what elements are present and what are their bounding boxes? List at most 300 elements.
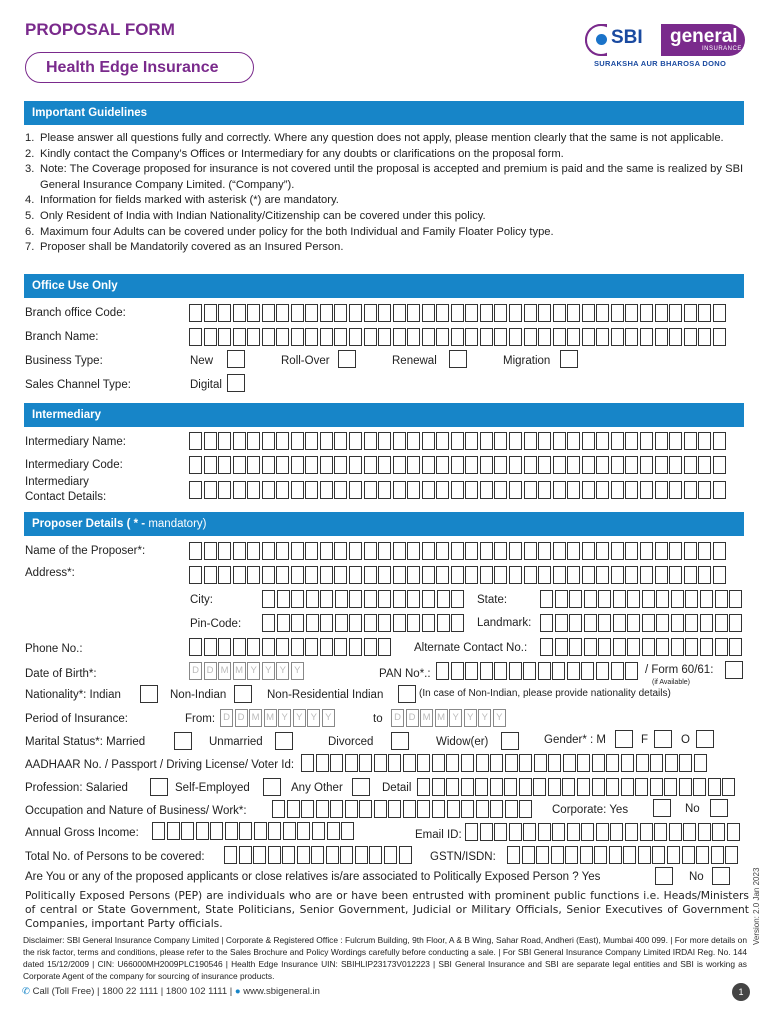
char-box[interactable]	[700, 638, 713, 656]
char-box[interactable]	[505, 800, 518, 818]
date-char-box[interactable]: M	[264, 709, 277, 727]
date-char-box[interactable]: M	[435, 709, 448, 727]
char-box[interactable]	[592, 754, 605, 772]
char-box[interactable]	[291, 566, 304, 584]
char-box[interactable]	[349, 542, 362, 560]
char-box[interactable]	[334, 542, 347, 560]
char-box[interactable]	[611, 662, 624, 680]
char-box[interactable]	[655, 432, 668, 450]
char-box[interactable]	[671, 614, 684, 632]
char-box[interactable]	[262, 456, 275, 474]
char-box[interactable]	[640, 566, 653, 584]
char-box[interactable]	[210, 822, 223, 840]
date-char-box[interactable]: Y	[464, 709, 477, 727]
char-box[interactable]	[189, 481, 202, 499]
char-box[interactable]	[407, 566, 420, 584]
char-box[interactable]	[684, 456, 697, 474]
char-box[interactable]	[247, 456, 260, 474]
salaried-checkbox[interactable]	[150, 778, 168, 796]
char-box[interactable]	[403, 754, 416, 772]
char-box[interactable]	[524, 542, 537, 560]
char-box[interactable]	[596, 304, 609, 322]
char-box[interactable]	[465, 481, 478, 499]
char-box[interactable]	[316, 800, 329, 818]
char-box[interactable]	[711, 846, 724, 864]
char-box[interactable]	[584, 590, 597, 608]
char-box[interactable]	[461, 778, 474, 796]
char-box[interactable]	[684, 481, 697, 499]
intermediary-contact-boxes[interactable]	[189, 481, 727, 499]
char-box[interactable]	[436, 542, 449, 560]
date-char-box[interactable]: D	[220, 709, 233, 727]
persons-boxes[interactable]	[224, 846, 413, 864]
char-box[interactable]	[684, 328, 697, 346]
char-box[interactable]	[422, 590, 435, 608]
gender-o-checkbox[interactable]	[696, 730, 714, 748]
char-box[interactable]	[613, 590, 626, 608]
date-char-box[interactable]: D	[204, 662, 217, 680]
char-box[interactable]	[698, 304, 711, 322]
corporate-yes-checkbox[interactable]	[653, 799, 671, 817]
char-box[interactable]	[393, 566, 406, 584]
char-box[interactable]	[538, 456, 551, 474]
char-box[interactable]	[569, 590, 582, 608]
char-box[interactable]	[204, 566, 217, 584]
char-box[interactable]	[504, 778, 517, 796]
char-box[interactable]	[247, 638, 260, 656]
char-box[interactable]	[480, 432, 493, 450]
date-char-box[interactable]: M	[249, 709, 262, 727]
char-box[interactable]	[538, 823, 551, 841]
char-box[interactable]	[359, 800, 372, 818]
char-box[interactable]	[233, 304, 246, 322]
char-box[interactable]	[552, 662, 565, 680]
address-boxes-1[interactable]	[189, 566, 727, 584]
char-box[interactable]	[465, 432, 478, 450]
char-box[interactable]	[598, 638, 611, 656]
char-box[interactable]	[713, 566, 726, 584]
char-box[interactable]	[152, 822, 165, 840]
char-box[interactable]	[635, 778, 648, 796]
char-box[interactable]	[582, 304, 595, 322]
char-box[interactable]	[393, 432, 406, 450]
char-box[interactable]	[669, 432, 682, 450]
char-box[interactable]	[494, 662, 507, 680]
char-box[interactable]	[189, 304, 202, 322]
char-box[interactable]	[555, 590, 568, 608]
char-box[interactable]	[509, 304, 522, 322]
char-box[interactable]	[671, 638, 684, 656]
char-box[interactable]	[598, 590, 611, 608]
char-box[interactable]	[650, 754, 663, 772]
char-box[interactable]	[553, 566, 566, 584]
char-box[interactable]	[698, 328, 711, 346]
char-box[interactable]	[509, 432, 522, 450]
char-box[interactable]	[509, 481, 522, 499]
unmarried-checkbox[interactable]	[275, 732, 293, 750]
char-box[interactable]	[494, 328, 507, 346]
char-box[interactable]	[625, 304, 638, 322]
char-box[interactable]	[642, 590, 655, 608]
form60-checkbox[interactable]	[725, 661, 743, 679]
char-box[interactable]	[311, 846, 324, 864]
char-box[interactable]	[669, 304, 682, 322]
non-indian-checkbox[interactable]	[234, 685, 252, 703]
date-char-box[interactable]: M	[218, 662, 231, 680]
char-box[interactable]	[534, 754, 547, 772]
income-boxes[interactable]	[152, 822, 356, 840]
char-box[interactable]	[399, 846, 412, 864]
char-box[interactable]	[451, 304, 464, 322]
char-box[interactable]	[494, 456, 507, 474]
char-box[interactable]	[656, 614, 669, 632]
branch-name-boxes[interactable]	[189, 328, 727, 346]
char-box[interactable]	[432, 754, 445, 772]
char-box[interactable]	[364, 456, 377, 474]
char-box[interactable]	[625, 432, 638, 450]
char-box[interactable]	[553, 432, 566, 450]
char-box[interactable]	[364, 432, 377, 450]
char-box[interactable]	[696, 846, 709, 864]
char-box[interactable]	[364, 590, 377, 608]
char-box[interactable]	[301, 800, 314, 818]
char-box[interactable]	[262, 304, 275, 322]
char-box[interactable]	[552, 823, 565, 841]
char-box[interactable]	[407, 328, 420, 346]
date-char-box[interactable]: Y	[449, 709, 462, 727]
char-box[interactable]	[684, 432, 697, 450]
intermediary-name-boxes[interactable]	[189, 432, 727, 450]
char-box[interactable]	[334, 328, 347, 346]
char-box[interactable]	[422, 432, 435, 450]
char-box[interactable]	[432, 778, 445, 796]
char-box[interactable]	[262, 542, 275, 560]
char-box[interactable]	[393, 304, 406, 322]
char-box[interactable]	[698, 566, 711, 584]
char-box[interactable]	[436, 328, 449, 346]
char-box[interactable]	[582, 542, 595, 560]
char-box[interactable]	[598, 614, 611, 632]
char-box[interactable]	[364, 566, 377, 584]
char-box[interactable]	[509, 662, 522, 680]
char-box[interactable]	[553, 328, 566, 346]
char-box[interactable]	[465, 662, 478, 680]
char-box[interactable]	[700, 614, 713, 632]
char-box[interactable]	[341, 822, 354, 840]
char-box[interactable]	[262, 328, 275, 346]
char-box[interactable]	[621, 754, 634, 772]
char-box[interactable]	[436, 304, 449, 322]
char-box[interactable]	[712, 823, 725, 841]
char-box[interactable]	[334, 638, 347, 656]
char-box[interactable]	[654, 823, 667, 841]
char-box[interactable]	[640, 481, 653, 499]
char-box[interactable]	[729, 638, 742, 656]
char-box[interactable]	[679, 778, 692, 796]
char-box[interactable]	[403, 800, 416, 818]
char-box[interactable]	[685, 590, 698, 608]
char-box[interactable]	[538, 566, 551, 584]
period-from-boxes[interactable]	[220, 709, 336, 727]
char-box[interactable]	[378, 542, 391, 560]
char-box[interactable]	[611, 328, 624, 346]
char-box[interactable]	[596, 328, 609, 346]
char-box[interactable]	[233, 328, 246, 346]
char-box[interactable]	[422, 481, 435, 499]
char-box[interactable]	[613, 614, 626, 632]
char-box[interactable]	[490, 800, 503, 818]
char-box[interactable]	[417, 778, 430, 796]
char-box[interactable]	[364, 614, 377, 632]
char-box[interactable]	[494, 542, 507, 560]
char-box[interactable]	[436, 456, 449, 474]
char-box[interactable]	[320, 614, 333, 632]
char-box[interactable]	[305, 304, 318, 322]
char-box[interactable]	[239, 846, 252, 864]
char-box[interactable]	[218, 638, 231, 656]
char-box[interactable]	[330, 800, 343, 818]
char-box[interactable]	[684, 566, 697, 584]
char-box[interactable]	[277, 590, 290, 608]
char-box[interactable]	[640, 304, 653, 322]
char-box[interactable]	[480, 542, 493, 560]
char-box[interactable]	[378, 304, 391, 322]
char-box[interactable]	[655, 481, 668, 499]
char-box[interactable]	[447, 800, 460, 818]
char-box[interactable]	[451, 542, 464, 560]
char-box[interactable]	[204, 481, 217, 499]
char-box[interactable]	[364, 481, 377, 499]
char-box[interactable]	[713, 542, 726, 560]
char-box[interactable]	[698, 432, 711, 450]
gstn-boxes[interactable]	[507, 846, 740, 864]
char-box[interactable]	[306, 590, 319, 608]
char-box[interactable]	[582, 432, 595, 450]
char-box[interactable]	[374, 754, 387, 772]
indian-checkbox[interactable]	[140, 685, 158, 703]
char-box[interactable]	[581, 823, 594, 841]
char-box[interactable]	[596, 481, 609, 499]
char-box[interactable]	[596, 542, 609, 560]
char-box[interactable]	[451, 590, 464, 608]
migration-checkbox[interactable]	[560, 350, 578, 368]
char-box[interactable]	[507, 846, 520, 864]
char-box[interactable]	[655, 328, 668, 346]
new-checkbox[interactable]	[227, 350, 245, 368]
char-box[interactable]	[451, 432, 464, 450]
char-box[interactable]	[291, 456, 304, 474]
char-box[interactable]	[625, 456, 638, 474]
char-box[interactable]	[509, 456, 522, 474]
char-box[interactable]	[359, 754, 372, 772]
char-box[interactable]	[538, 481, 551, 499]
char-box[interactable]	[225, 822, 238, 840]
char-box[interactable]	[538, 304, 551, 322]
char-box[interactable]	[494, 304, 507, 322]
char-box[interactable]	[494, 432, 507, 450]
char-box[interactable]	[713, 304, 726, 322]
char-box[interactable]	[407, 590, 420, 608]
char-box[interactable]	[233, 432, 246, 450]
char-box[interactable]	[364, 304, 377, 322]
char-box[interactable]	[218, 456, 231, 474]
char-box[interactable]	[540, 614, 553, 632]
date-char-box[interactable]: Y	[322, 709, 335, 727]
char-box[interactable]	[609, 846, 622, 864]
char-box[interactable]	[326, 846, 339, 864]
char-box[interactable]	[567, 481, 580, 499]
dob-boxes[interactable]	[189, 662, 305, 680]
char-box[interactable]	[291, 614, 304, 632]
branch-code-boxes[interactable]	[189, 304, 727, 322]
char-box[interactable]	[715, 614, 728, 632]
char-box[interactable]	[378, 481, 391, 499]
renewal-checkbox[interactable]	[449, 350, 467, 368]
char-box[interactable]	[407, 481, 420, 499]
char-box[interactable]	[422, 566, 435, 584]
char-box[interactable]	[480, 328, 493, 346]
char-box[interactable]	[611, 566, 624, 584]
char-box[interactable]	[553, 542, 566, 560]
char-box[interactable]	[611, 432, 624, 450]
char-box[interactable]	[224, 846, 237, 864]
char-box[interactable]	[494, 823, 507, 841]
char-box[interactable]	[685, 614, 698, 632]
char-box[interactable]	[247, 432, 260, 450]
char-box[interactable]	[655, 304, 668, 322]
char-box[interactable]	[305, 432, 318, 450]
pep-yes-checkbox[interactable]	[655, 867, 673, 885]
char-box[interactable]	[476, 800, 489, 818]
intermediary-code-boxes[interactable]	[189, 456, 727, 474]
char-box[interactable]	[436, 566, 449, 584]
char-box[interactable]	[349, 328, 362, 346]
char-box[interactable]	[538, 432, 551, 450]
date-char-box[interactable]: Y	[478, 709, 491, 727]
char-box[interactable]	[567, 542, 580, 560]
char-box[interactable]	[524, 456, 537, 474]
char-box[interactable]	[567, 432, 580, 450]
char-box[interactable]	[349, 304, 362, 322]
char-box[interactable]	[291, 328, 304, 346]
profession-detail-boxes[interactable]	[417, 778, 737, 796]
char-box[interactable]	[509, 542, 522, 560]
char-box[interactable]	[698, 456, 711, 474]
char-box[interactable]	[669, 823, 682, 841]
char-box[interactable]	[334, 481, 347, 499]
char-box[interactable]	[480, 566, 493, 584]
char-box[interactable]	[480, 823, 493, 841]
char-box[interactable]	[596, 432, 609, 450]
char-box[interactable]	[700, 590, 713, 608]
char-box[interactable]	[233, 566, 246, 584]
char-box[interactable]	[683, 823, 696, 841]
char-box[interactable]	[652, 846, 665, 864]
char-box[interactable]	[305, 481, 318, 499]
char-box[interactable]	[451, 614, 464, 632]
char-box[interactable]	[567, 304, 580, 322]
char-box[interactable]	[218, 328, 231, 346]
char-box[interactable]	[436, 481, 449, 499]
char-box[interactable]	[276, 432, 289, 450]
char-box[interactable]	[523, 662, 536, 680]
char-box[interactable]	[567, 566, 580, 584]
char-box[interactable]	[625, 566, 638, 584]
char-box[interactable]	[567, 456, 580, 474]
char-box[interactable]	[451, 481, 464, 499]
char-box[interactable]	[606, 778, 619, 796]
char-box[interactable]	[494, 566, 507, 584]
char-box[interactable]	[524, 481, 537, 499]
char-box[interactable]	[665, 754, 678, 772]
char-box[interactable]	[276, 328, 289, 346]
char-box[interactable]	[320, 432, 333, 450]
char-box[interactable]	[254, 822, 267, 840]
char-box[interactable]	[627, 590, 640, 608]
char-box[interactable]	[451, 328, 464, 346]
char-box[interactable]	[388, 754, 401, 772]
char-box[interactable]	[364, 542, 377, 560]
char-box[interactable]	[522, 846, 535, 864]
char-box[interactable]	[247, 481, 260, 499]
char-box[interactable]	[320, 566, 333, 584]
char-box[interactable]	[465, 542, 478, 560]
char-box[interactable]	[233, 638, 246, 656]
char-box[interactable]	[655, 456, 668, 474]
char-box[interactable]	[327, 822, 340, 840]
char-box[interactable]	[247, 304, 260, 322]
char-box[interactable]	[393, 542, 406, 560]
gender-f-checkbox[interactable]	[654, 730, 672, 748]
char-box[interactable]	[565, 846, 578, 864]
char-box[interactable]	[378, 432, 391, 450]
char-box[interactable]	[291, 590, 304, 608]
char-box[interactable]	[555, 614, 568, 632]
char-box[interactable]	[349, 481, 362, 499]
char-box[interactable]	[167, 822, 180, 840]
char-box[interactable]	[698, 823, 711, 841]
aadhaar-boxes[interactable]	[301, 754, 708, 772]
char-box[interactable]	[596, 823, 609, 841]
char-box[interactable]	[334, 456, 347, 474]
char-box[interactable]	[301, 754, 314, 772]
char-box[interactable]	[694, 754, 707, 772]
char-box[interactable]	[679, 754, 692, 772]
char-box[interactable]	[640, 823, 653, 841]
char-box[interactable]	[480, 481, 493, 499]
char-box[interactable]	[656, 590, 669, 608]
char-box[interactable]	[725, 846, 738, 864]
char-box[interactable]	[189, 456, 202, 474]
char-box[interactable]	[465, 328, 478, 346]
char-box[interactable]	[378, 566, 391, 584]
char-box[interactable]	[540, 590, 553, 608]
char-box[interactable]	[393, 590, 406, 608]
char-box[interactable]	[276, 542, 289, 560]
char-box[interactable]	[553, 304, 566, 322]
char-box[interactable]	[490, 754, 503, 772]
char-box[interactable]	[446, 778, 459, 796]
char-box[interactable]	[218, 566, 231, 584]
char-box[interactable]	[305, 638, 318, 656]
rollover-checkbox[interactable]	[338, 350, 356, 368]
char-box[interactable]	[621, 778, 634, 796]
char-box[interactable]	[320, 304, 333, 322]
char-box[interactable]	[596, 566, 609, 584]
char-box[interactable]	[610, 823, 623, 841]
char-box[interactable]	[480, 662, 493, 680]
char-box[interactable]	[422, 542, 435, 560]
